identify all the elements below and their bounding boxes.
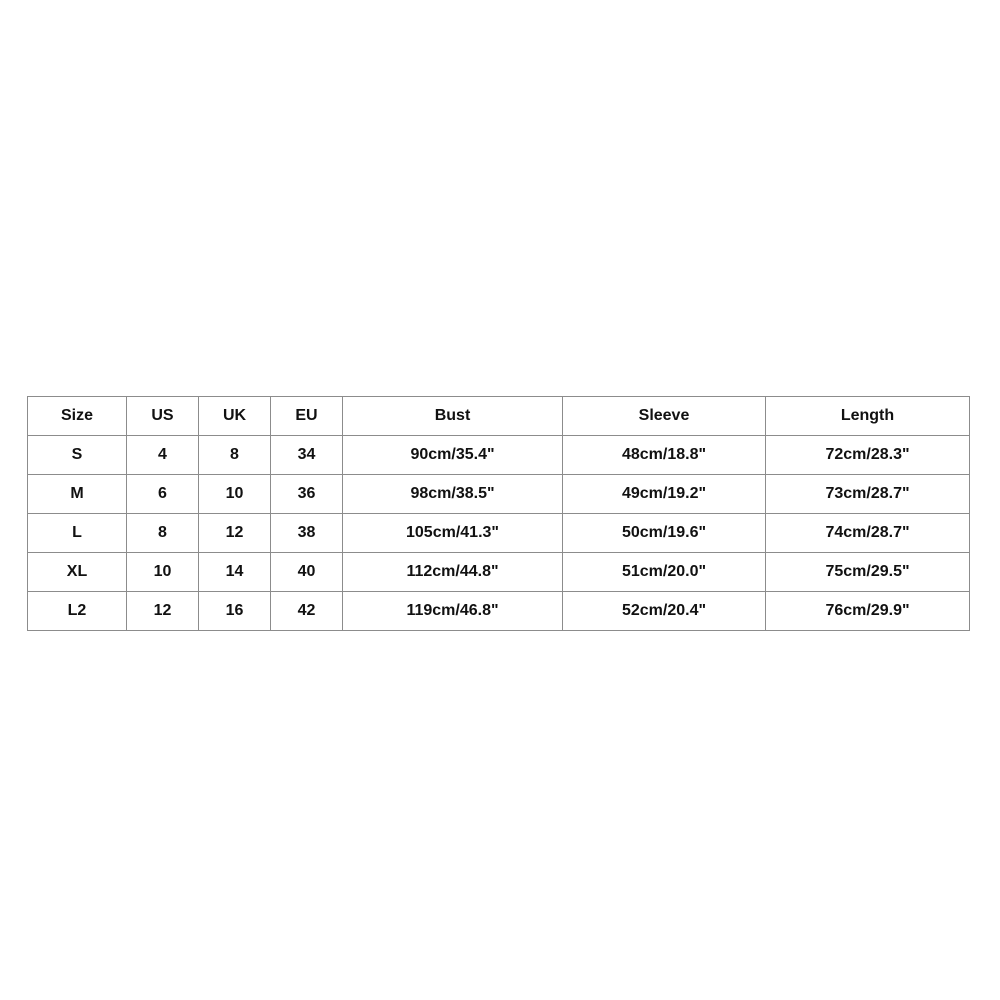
cell-sleeve: 49cm/19.2" xyxy=(563,475,766,514)
size-chart-table xyxy=(27,396,970,631)
header-uk: UK xyxy=(199,397,271,436)
cell-bust: 119cm/46.8" xyxy=(343,592,563,631)
cell-size: L xyxy=(28,514,127,553)
cell-us: 8 xyxy=(127,514,199,553)
cell-size: M xyxy=(28,475,127,514)
cell-size: L2 xyxy=(28,592,127,631)
cell-eu: 34 xyxy=(271,436,343,475)
header-size: Size xyxy=(28,397,127,436)
cell-size: S xyxy=(28,436,127,475)
cell-length: 75cm/29.5" xyxy=(766,553,970,592)
table-row xyxy=(28,475,970,514)
cell-us: 10 xyxy=(127,553,199,592)
table-row xyxy=(28,592,970,631)
cell-sleeve: 50cm/19.6" xyxy=(563,514,766,553)
cell-size: XL xyxy=(28,553,127,592)
cell-sleeve: 51cm/20.0" xyxy=(563,553,766,592)
table-row xyxy=(28,553,970,592)
cell-bust: 105cm/41.3" xyxy=(343,514,563,553)
cell-length: 76cm/29.9" xyxy=(766,592,970,631)
cell-bust: 90cm/35.4" xyxy=(343,436,563,475)
cell-us: 4 xyxy=(127,436,199,475)
cell-length: 73cm/28.7" xyxy=(766,475,970,514)
cell-uk: 16 xyxy=(199,592,271,631)
cell-us: 6 xyxy=(127,475,199,514)
cell-uk: 12 xyxy=(199,514,271,553)
cell-uk: 10 xyxy=(199,475,271,514)
table-row xyxy=(28,514,970,553)
cell-eu: 36 xyxy=(271,475,343,514)
cell-length: 72cm/28.3" xyxy=(766,436,970,475)
header-length: Length xyxy=(766,397,970,436)
cell-eu: 42 xyxy=(271,592,343,631)
cell-sleeve: 48cm/18.8" xyxy=(563,436,766,475)
header-bust: Bust xyxy=(343,397,563,436)
header-row xyxy=(28,397,970,436)
table-row xyxy=(28,436,970,475)
header-eu: EU xyxy=(271,397,343,436)
cell-bust: 112cm/44.8" xyxy=(343,553,563,592)
cell-eu: 38 xyxy=(271,514,343,553)
cell-bust: 98cm/38.5" xyxy=(343,475,563,514)
cell-sleeve: 52cm/20.4" xyxy=(563,592,766,631)
header-sleeve: Sleeve xyxy=(563,397,766,436)
header-us: US xyxy=(127,397,199,436)
cell-uk: 8 xyxy=(199,436,271,475)
cell-us: 12 xyxy=(127,592,199,631)
cell-uk: 14 xyxy=(199,553,271,592)
cell-length: 74cm/28.7" xyxy=(766,514,970,553)
cell-eu: 40 xyxy=(271,553,343,592)
